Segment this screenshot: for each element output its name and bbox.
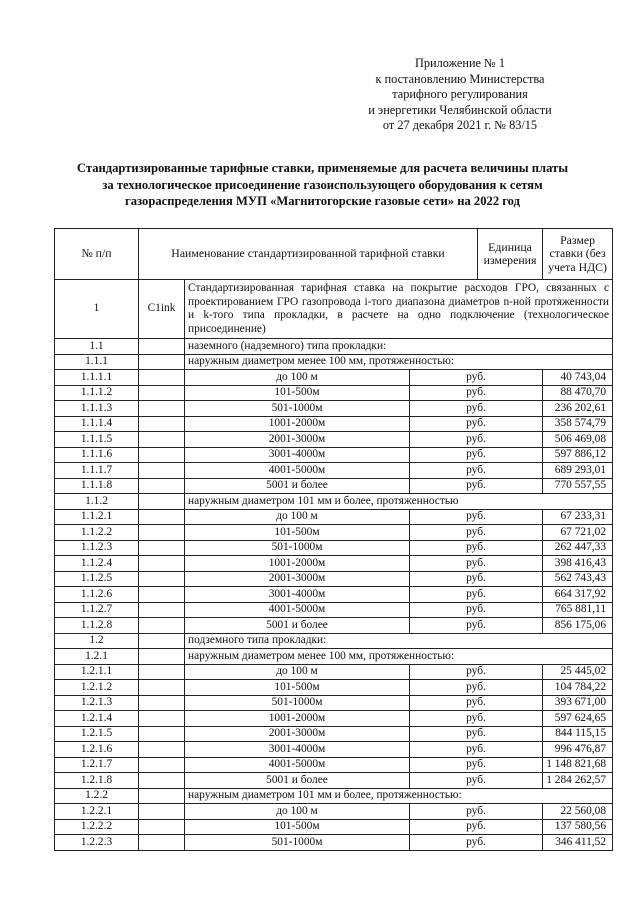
length-range: до 100 м	[185, 370, 410, 386]
blank-cell	[139, 804, 185, 820]
row-number: 1.2	[55, 633, 139, 649]
unit-cell: руб.	[410, 370, 543, 386]
table-section-row	[55, 633, 613, 649]
row-number: 1.2.1.5	[55, 726, 139, 742]
rate-value: 398 416,43	[543, 556, 613, 572]
table-row	[55, 478, 613, 494]
row-number: 1.1.2.3	[55, 540, 139, 556]
table-row	[55, 695, 613, 711]
title-line: за технологическое присоединение газоиспользующего оборудования к сетям	[102, 177, 543, 192]
blank-cell	[139, 432, 185, 448]
table-row	[55, 602, 613, 618]
blank-cell	[139, 509, 185, 525]
table-row	[55, 556, 613, 572]
unit-cell: руб.	[410, 726, 543, 742]
blank-cell	[139, 556, 185, 572]
table-section-row	[55, 788, 613, 804]
unit-cell: руб.	[410, 525, 543, 541]
blank-cell	[139, 695, 185, 711]
blank-cell	[139, 649, 185, 665]
blank-cell	[139, 664, 185, 680]
length-range: 1001-2000м	[185, 556, 410, 572]
header-rate: Размер ставки (без учета НДС)	[543, 229, 613, 280]
row-number: 1.1.1.3	[55, 401, 139, 417]
row-number: 1.2.1.2	[55, 680, 139, 696]
length-range: 5001 и более	[185, 773, 410, 789]
title-line: Стандартизированные тарифные ставки, применяемые для расчета величины платы	[76, 161, 569, 175]
blank-cell	[139, 711, 185, 727]
blank-cell	[139, 416, 185, 432]
rate-value: 856 175,06	[543, 618, 613, 634]
blank-cell	[139, 525, 185, 541]
row-number: 1.2.1.6	[55, 742, 139, 758]
row-number: 1.1.1.6	[55, 447, 139, 463]
unit-cell: руб.	[410, 385, 543, 401]
row-number: 1.1.1.7	[55, 463, 139, 479]
unit-cell: руб.	[410, 711, 543, 727]
appendix-line: тарифного регулирования	[392, 87, 528, 101]
length-range: 5001 и более	[185, 478, 410, 494]
row-number: 1.1.2	[55, 494, 139, 510]
table-row	[55, 416, 613, 432]
blank-cell	[139, 354, 185, 370]
intro-code: C1ink	[139, 280, 185, 339]
unit-cell: руб.	[410, 556, 543, 572]
length-range: до 100 м	[185, 804, 410, 820]
table-row	[55, 835, 613, 851]
table-section-row	[55, 339, 613, 355]
table-row	[55, 525, 613, 541]
row-number: 1.2.2	[55, 788, 139, 804]
length-range: 4001-5000м	[185, 602, 410, 618]
table-row	[55, 680, 613, 696]
blank-cell	[139, 370, 185, 386]
table-row	[55, 711, 613, 727]
rate-value: 689 293,01	[543, 463, 613, 479]
blank-cell	[139, 571, 185, 587]
blank-cell	[139, 602, 185, 618]
unit-cell: руб.	[410, 804, 543, 820]
table-row	[55, 370, 613, 386]
row-number: 1.2.1.3	[55, 695, 139, 711]
row-number: 1.1.1.2	[55, 385, 139, 401]
appendix-line: Приложение № 1	[414, 56, 506, 70]
rate-value: 262 447,33	[543, 540, 613, 556]
length-range: 501-1000м	[185, 540, 410, 556]
length-range: 1001-2000м	[185, 416, 410, 432]
appendix-line: и энергетики Челябинской области	[368, 102, 552, 117]
unit-cell: руб.	[410, 401, 543, 417]
blank-cell	[139, 339, 185, 355]
unit-cell: руб.	[410, 757, 543, 773]
length-range: 501-1000м	[185, 401, 410, 417]
blank-cell	[139, 447, 185, 463]
unit-cell: руб.	[410, 742, 543, 758]
row-number: 1.1.2.2	[55, 525, 139, 541]
rate-value: 67 721,02	[543, 525, 613, 541]
unit-cell: руб.	[410, 463, 543, 479]
unit-cell: руб.	[410, 432, 543, 448]
blank-cell	[139, 757, 185, 773]
rate-value: 40 743,04	[543, 370, 613, 386]
length-range: 101-500м	[185, 819, 410, 835]
length-range: 501-1000м	[185, 835, 410, 851]
rate-value: 562 743,43	[543, 571, 613, 587]
unit-cell: руб.	[410, 618, 543, 634]
rate-value: 506 469,08	[543, 432, 613, 448]
row-number: 1.1.2.1	[55, 509, 139, 525]
blank-cell	[139, 587, 185, 603]
table-row	[55, 432, 613, 448]
rate-value: 104 784,22	[543, 680, 613, 696]
length-range: 2001-3000м	[185, 571, 410, 587]
blank-cell	[139, 540, 185, 556]
table-row	[55, 742, 613, 758]
unit-cell: руб.	[410, 447, 543, 463]
blank-cell	[139, 680, 185, 696]
intro-text: Стандартизированная тарифная ставка на покрытие расходов ГРО, связанных с проектированием ГРО газопровода i-того диапазона диаметров n-ной протяженности и k-того типа прокладки, в расчете на одно подключение (технологическое присоединение)	[185, 280, 613, 339]
appendix-line: к постановлению Министерства	[375, 71, 545, 86]
row-number: 1.2.1.4	[55, 711, 139, 727]
row-number: 1.1.2.8	[55, 618, 139, 634]
appendix-header	[330, 56, 590, 134]
unit-cell: руб.	[410, 587, 543, 603]
rate-value: 597 624,65	[543, 711, 613, 727]
rate-value: 996 476,87	[543, 742, 613, 758]
row-number: 1.2.2.2	[55, 819, 139, 835]
rate-value: 346 411,52	[543, 835, 613, 851]
intro-row	[55, 280, 613, 339]
unit-cell: руб.	[410, 602, 543, 618]
rate-value: 358 574,79	[543, 416, 613, 432]
section-title: наружным диаметром 101 мм и более, протяженностью:	[185, 788, 613, 804]
rate-value: 844 115,15	[543, 726, 613, 742]
length-range: до 100 м	[185, 664, 410, 680]
row-number: 1.1.2.4	[55, 556, 139, 572]
row-number: 1.1.1.5	[55, 432, 139, 448]
tariff-table	[54, 228, 613, 851]
row-number: 1.1.1.4	[55, 416, 139, 432]
table-section-row	[55, 494, 613, 510]
length-range: 2001-3000м	[185, 726, 410, 742]
rate-value: 25 445,02	[543, 664, 613, 680]
length-range: 3001-4000м	[185, 587, 410, 603]
blank-cell	[139, 478, 185, 494]
blank-cell	[139, 726, 185, 742]
blank-cell	[139, 494, 185, 510]
row-number: 1.1.1	[55, 354, 139, 370]
rate-value: 67 233,31	[543, 509, 613, 525]
unit-cell: руб.	[410, 416, 543, 432]
table-row	[55, 447, 613, 463]
table-row	[55, 757, 613, 773]
table-row	[55, 401, 613, 417]
unit-cell: руб.	[410, 835, 543, 851]
row-number: 1.2.2.3	[55, 835, 139, 851]
section-title: наружным диаметром 101 мм и более, протяженностью	[185, 494, 613, 510]
rate-value: 22 560,08	[543, 804, 613, 820]
row-number: 1.1.2.6	[55, 587, 139, 603]
section-title: наружным диаметром менее 100 мм, протяженностью:	[185, 649, 613, 665]
unit-cell: руб.	[410, 509, 543, 525]
table-row	[55, 587, 613, 603]
table-row	[55, 509, 613, 525]
unit-cell: руб.	[410, 664, 543, 680]
unit-cell: руб.	[410, 571, 543, 587]
rate-value: 765 881,11	[543, 602, 613, 618]
header-unit: Единица измерения	[478, 229, 543, 280]
blank-cell	[139, 385, 185, 401]
table-row	[55, 726, 613, 742]
table-section-row	[55, 354, 613, 370]
unit-cell: руб.	[410, 819, 543, 835]
blank-cell	[139, 819, 185, 835]
unit-cell: руб.	[410, 540, 543, 556]
row-number: 1.1.2.7	[55, 602, 139, 618]
row-number: 1.1.1.8	[55, 478, 139, 494]
table-row	[55, 819, 613, 835]
rate-value: 664 317,92	[543, 587, 613, 603]
blank-cell	[139, 633, 185, 649]
blank-cell	[139, 773, 185, 789]
table-row	[55, 804, 613, 820]
unit-cell: руб.	[410, 478, 543, 494]
row-number: 1.2.1	[55, 649, 139, 665]
table-row	[55, 385, 613, 401]
blank-cell	[139, 463, 185, 479]
document-title	[40, 160, 605, 210]
table-header-row	[55, 229, 613, 280]
unit-cell: руб.	[410, 773, 543, 789]
length-range: 3001-4000м	[185, 447, 410, 463]
section-title: подземного типа прокладки:	[185, 633, 613, 649]
row-number: 1.2.1.8	[55, 773, 139, 789]
row-number: 1.1.2.5	[55, 571, 139, 587]
row-number: 1.2.2.1	[55, 804, 139, 820]
table-row	[55, 773, 613, 789]
table-row	[55, 618, 613, 634]
length-range: 4001-5000м	[185, 463, 410, 479]
rate-value: 770 557,55	[543, 478, 613, 494]
blank-cell	[139, 742, 185, 758]
length-range: 3001-4000м	[185, 742, 410, 758]
length-range: 101-500м	[185, 680, 410, 696]
section-title: наземного (надземного) типа прокладки:	[185, 339, 613, 355]
rate-value: 88 470,70	[543, 385, 613, 401]
rate-value: 1 284 262,57	[543, 773, 613, 789]
row-number: 1.1	[55, 339, 139, 355]
rate-value: 393 671,00	[543, 695, 613, 711]
blank-cell	[139, 788, 185, 804]
table-row	[55, 664, 613, 680]
unit-cell: руб.	[410, 695, 543, 711]
length-range: 1001-2000м	[185, 711, 410, 727]
length-range: 101-500м	[185, 525, 410, 541]
table-section-row	[55, 649, 613, 665]
rate-value: 597 886,12	[543, 447, 613, 463]
intro-no: 1	[55, 280, 139, 339]
unit-cell: руб.	[410, 680, 543, 696]
row-number: 1.2.1.1	[55, 664, 139, 680]
length-range: 2001-3000м	[185, 432, 410, 448]
blank-cell	[139, 618, 185, 634]
length-range: до 100 м	[185, 509, 410, 525]
row-number: 1.1.1.1	[55, 370, 139, 386]
header-no: № п/п	[55, 229, 139, 280]
rate-value: 236 202,61	[543, 401, 613, 417]
length-range: 101-500м	[185, 385, 410, 401]
length-range: 5001 и более	[185, 618, 410, 634]
table-row	[55, 463, 613, 479]
table-row	[55, 571, 613, 587]
length-range: 4001-5000м	[185, 757, 410, 773]
rate-value: 1 148 821,68	[543, 757, 613, 773]
length-range: 501-1000м	[185, 695, 410, 711]
title-line: газораспределения МУП «Магнитогорские газовые сети» на 2022 год	[125, 194, 520, 208]
appendix-line: от 27 декабря 2021 г. № 83/15	[382, 118, 538, 132]
section-title: наружным диаметром менее 100 мм, протяженностью:	[185, 354, 613, 370]
blank-cell	[139, 835, 185, 851]
header-name: Наименование стандартизированной тарифной ставки	[139, 229, 478, 280]
blank-cell	[139, 401, 185, 417]
table-row	[55, 540, 613, 556]
rate-value: 137 580,56	[543, 819, 613, 835]
row-number: 1.2.1.7	[55, 757, 139, 773]
